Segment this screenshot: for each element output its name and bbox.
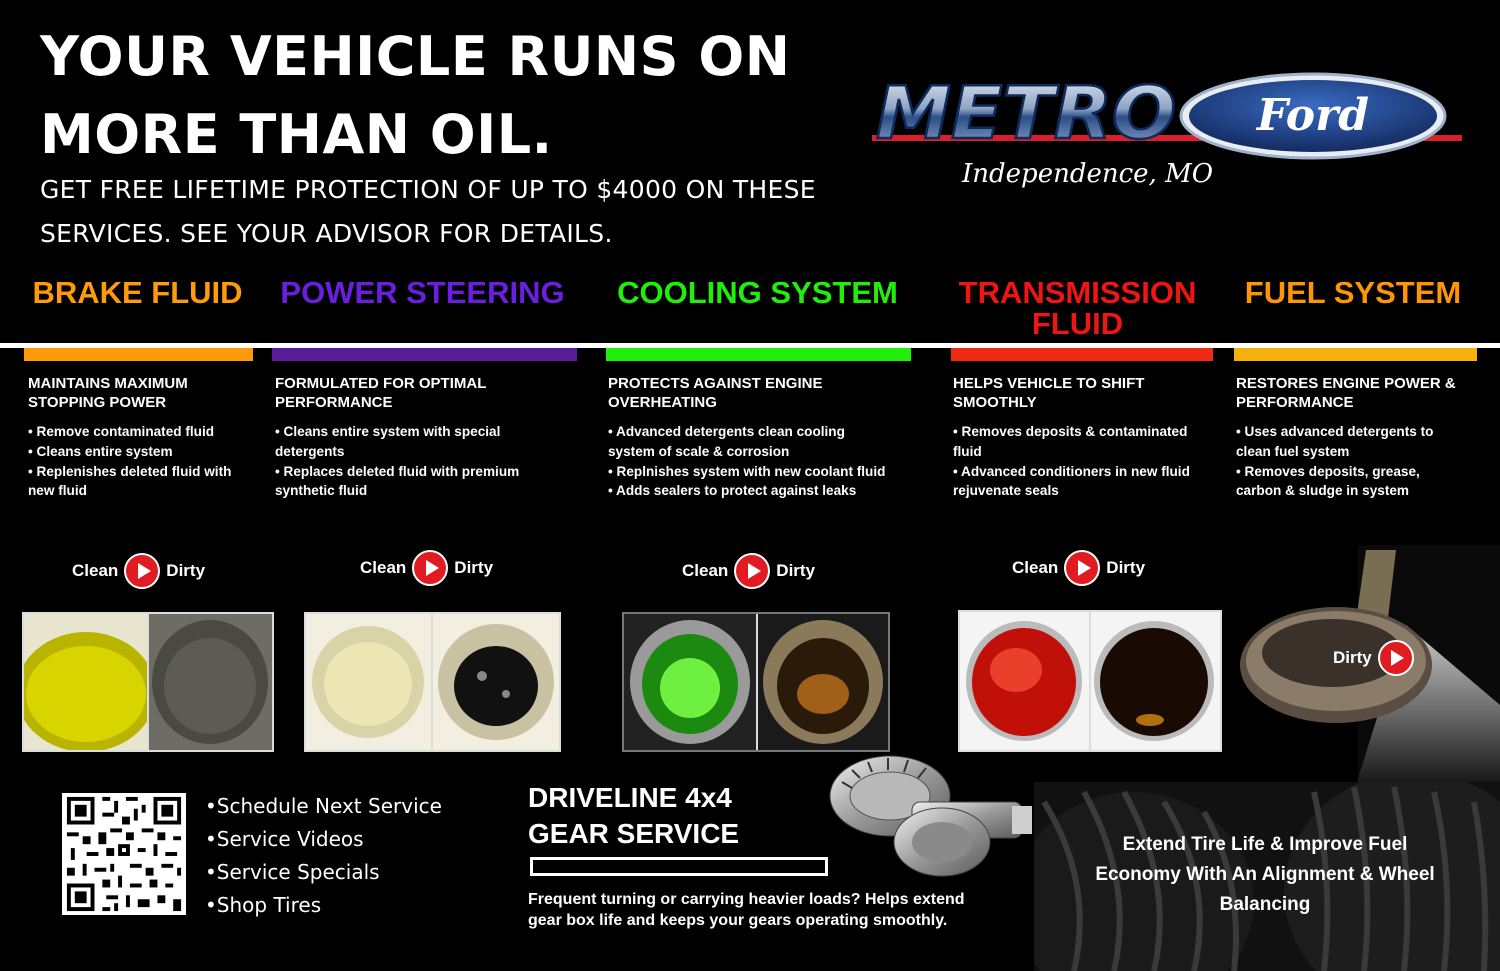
driveline-description	[528, 889, 1028, 931]
cooling-clean-dirty	[682, 553, 815, 589]
list-item: • Replenishes deleted fluid with	[28, 463, 232, 479]
brake-heading-1: MAINTAINS MAXIMUM	[28, 375, 188, 392]
qr-links-list	[205, 790, 442, 922]
tire-promo-line-3: Balancing	[1219, 894, 1311, 915]
brake-fluid-bar	[24, 348, 253, 361]
cooling-system-photo	[622, 612, 890, 752]
logo-metro-text: METRO	[876, 72, 1176, 155]
brake-fluid-photo	[22, 612, 274, 752]
tire-promo-text	[1070, 830, 1460, 920]
transmission-clean-dirty	[1012, 550, 1145, 586]
cooling-bullets	[608, 422, 918, 501]
transmission-heading-1: HELPS VEHICLE TO SHIFT	[953, 375, 1145, 392]
fuel-heading-1: RESTORES ENGINE POWER &	[1236, 375, 1456, 392]
transmission-fluid-photo	[958, 610, 1222, 752]
play-button[interactable]	[412, 550, 448, 586]
list-item: • Adds sealers to protect against leaks	[608, 483, 857, 499]
play-button[interactable]	[1378, 640, 1414, 676]
power-steering-photo	[304, 612, 561, 752]
power-steering-sample-graphic	[306, 614, 559, 750]
transmission-bullets	[953, 422, 1223, 501]
list-item: system of scale & corrosion	[608, 443, 790, 459]
gear-graphic	[822, 752, 1034, 880]
fuel-dirty-indicator	[1333, 640, 1414, 676]
driveline-title-line-1: DRIVELINE 4x4	[528, 782, 732, 813]
power-clean-dirty	[360, 550, 493, 586]
fuel-system-title: FUEL SYSTEM	[1244, 275, 1462, 310]
play-button[interactable]	[734, 553, 770, 589]
dirty-label: Dirty	[776, 561, 816, 580]
clean-label: Clean	[72, 561, 119, 580]
list-item: • Removes deposits & contaminated	[953, 424, 1188, 439]
list-item: • Cleans entire system	[28, 443, 173, 459]
dirty-label: Dirty	[1106, 558, 1146, 577]
list-item: clean fuel system	[1236, 443, 1350, 459]
dirty-label: Dirty	[454, 558, 494, 577]
schedule-service-link[interactable]: •Schedule Next Service	[205, 794, 442, 818]
list-item: • Replnishes system with new coolant fluid	[608, 463, 886, 479]
list-item: detergents	[275, 443, 345, 459]
driveline-title	[528, 780, 739, 852]
power-steering-details	[275, 374, 575, 501]
list-item: • Cleans entire system with special	[275, 424, 501, 439]
metro-ford-logo	[870, 72, 1470, 202]
list-item: carbon & sludge in system	[1236, 483, 1409, 499]
tire-promo-line-1: Extend Tire Life & Improve Fuel	[1122, 834, 1408, 855]
differential-gear-image	[822, 752, 1034, 880]
list-item: • Replaces deleted fluid with premium	[275, 463, 520, 479]
cooling-system-details	[608, 374, 918, 501]
dirty-label: Dirty	[166, 561, 206, 580]
driveline-title-line-2: GEAR SERVICE	[528, 818, 740, 849]
logo-ford-text: Ford	[1256, 90, 1370, 141]
brake-clean-dirty	[72, 553, 205, 589]
fuel-bullets	[1236, 422, 1486, 501]
transmission-title-line-2: FLUID	[1031, 306, 1124, 341]
list-item: new fluid	[28, 483, 87, 499]
list-item: fluid	[953, 443, 982, 459]
transmission-fluid-details	[953, 374, 1223, 501]
list-item: • Removes deposits, grease,	[1236, 463, 1420, 479]
transmission-title-line-1: TRANSMISSION	[958, 275, 1197, 310]
transmission-sample-graphic	[960, 612, 1220, 750]
service-videos-link[interactable]: •Service Videos	[205, 827, 364, 851]
list-item: • Uses advanced detergents to	[1236, 424, 1434, 439]
driveline-outline-bar	[530, 857, 828, 876]
subheadline-line-1: GET FREE LIFETIME PROTECTION OF UP TO $4000 ON THESE	[40, 175, 816, 204]
subheadline	[40, 168, 816, 256]
brake-fluid-details	[28, 374, 263, 501]
power-heading-1: FORMULATED FOR OPTIMAL	[275, 375, 487, 392]
qr-code-icon	[62, 793, 186, 915]
brake-fluid-sample-graphic	[24, 614, 272, 750]
power-heading-2: PERFORMANCE	[275, 394, 393, 411]
coolant-sample-graphic	[624, 614, 888, 750]
driveline-text-line-1: Frequent turning or carrying heavier loads? Helps extend	[528, 891, 965, 908]
fuel-system-bar	[1234, 348, 1477, 361]
driveline-text-line-2: gear box life and keeps your gears operating smoothly.	[528, 912, 948, 929]
cooling-system-title: COOLING SYSTEM	[617, 275, 898, 310]
clean-label: Clean	[1012, 558, 1059, 577]
power-bullets	[275, 422, 575, 501]
logo-graphic	[870, 72, 1470, 202]
play-button[interactable]	[124, 553, 160, 589]
logo-location-text: Independence, MO	[962, 159, 1214, 189]
dirty-label: Dirty	[1333, 648, 1372, 667]
fuel-heading-2: PERFORMANCE	[1236, 394, 1354, 411]
brake-bullets	[28, 422, 263, 501]
headline-line-1: YOUR VEHICLE RUNS ON	[40, 25, 791, 88]
fuel-system-details	[1236, 374, 1486, 501]
transmission-heading-2: SMOOTHLY	[953, 394, 1037, 411]
service-specials-link[interactable]: •Service Specials	[205, 860, 380, 884]
headline	[40, 18, 790, 174]
power-steering-title: POWER STEERING	[280, 275, 565, 310]
brake-fluid-title: BRAKE FLUID	[32, 275, 243, 310]
transmission-fluid-bar	[951, 348, 1213, 361]
list-item: • Remove contaminated fluid	[28, 424, 215, 439]
list-item: • Advanced detergents clean cooling	[608, 424, 845, 439]
shop-tires-link[interactable]: •Shop Tires	[205, 893, 322, 917]
clean-label: Clean	[682, 561, 729, 580]
qr-code[interactable]	[62, 793, 186, 915]
cooling-system-bar	[606, 348, 911, 361]
transmission-fluid-title	[950, 277, 1205, 339]
list-item: synthetic fluid	[275, 483, 368, 499]
tire-promo-line-2: Economy With An Alignment & Wheel	[1095, 864, 1435, 885]
brake-heading-2: STOPPING POWER	[28, 394, 167, 411]
cooling-heading-2: OVERHEATING	[608, 394, 717, 411]
list-item: • Advanced conditioners in new fluid	[953, 463, 1190, 479]
cooling-heading-1: PROTECTS AGAINST ENGINE	[608, 375, 823, 392]
power-steering-bar	[272, 348, 577, 361]
play-button[interactable]	[1064, 550, 1100, 586]
list-item: rejuvenate seals	[953, 483, 1059, 499]
clean-label: Clean	[360, 558, 407, 577]
subheadline-line-2: SERVICES. SEE YOUR ADVISOR FOR DETAILS.	[40, 219, 613, 248]
headline-line-2: MORE THAN OIL.	[40, 103, 553, 166]
